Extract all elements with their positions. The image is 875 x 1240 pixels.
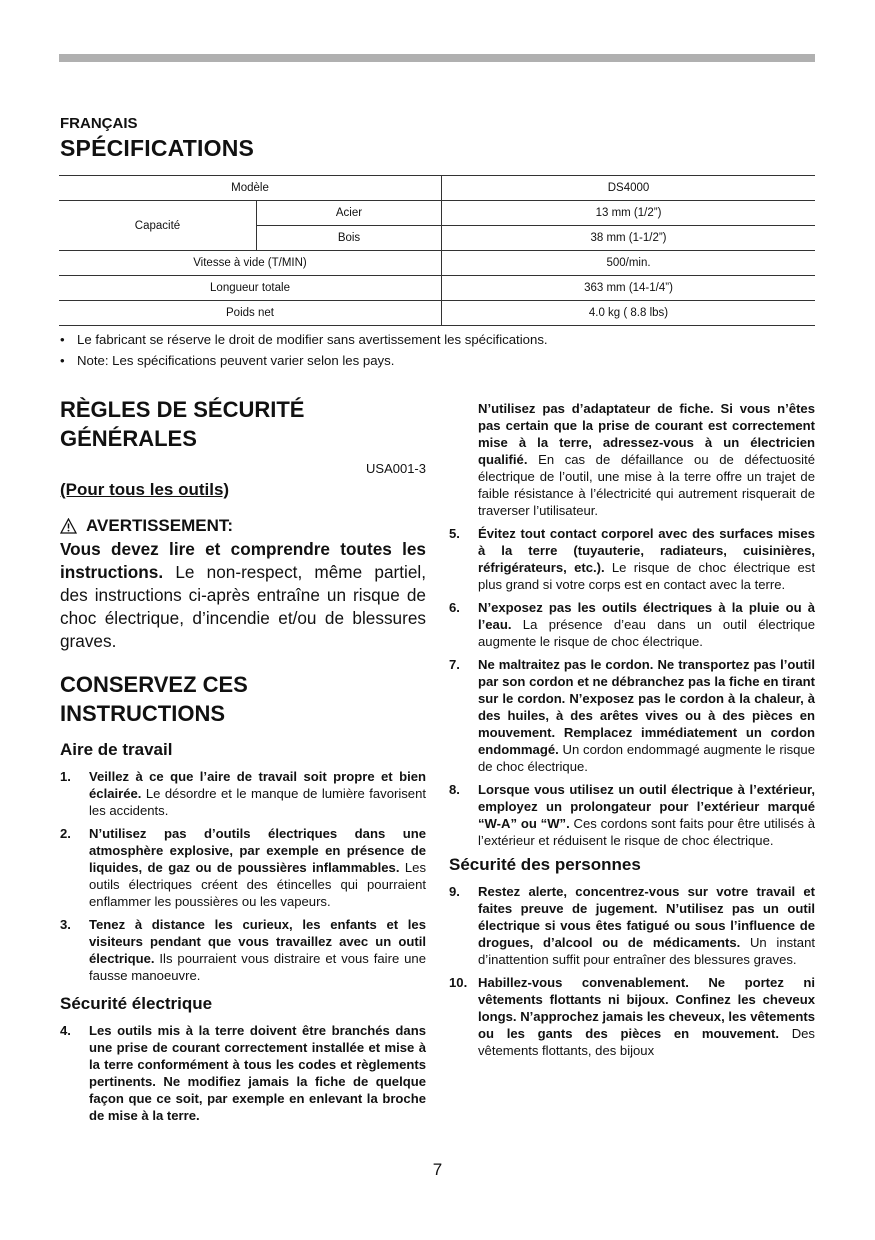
item-bold: Tenez à distance les curieux, les enfants et les visiteurs pendant que vous travaillez avec un outil électrique. <box>89 917 426 966</box>
item-number: 7. <box>449 657 460 672</box>
list-item <box>449 525 815 593</box>
speed-label: Vitesse à vide (T/MIN) <box>59 251 442 276</box>
item-text: Des vêtements flottants, des bijoux <box>478 1026 815 1058</box>
item-bold: Restez alerte, concentrez-vous sur votre travail et faites preuve de jugement. N’utilisez pas un outil électrique si vous êtes fatigué ou sous l’influence de drogues, d’alcool ou de médicaments. <box>478 884 815 950</box>
list-item <box>449 883 815 968</box>
item-bold: Ne maltraitez pas le cordon. Ne transportez pas l’outil par son cordon et ne débranchez pas la fiche en tirant sur le cordon. N’exposez pas le cordon à la chaleur, à des huiles, à des arêtes vives ou à des pièces en mouvement. Remplacez immédiatement un cordon endommagé. <box>478 657 815 757</box>
item-number: 3. <box>60 917 71 932</box>
item-bold: Évitez tout contact corporel avec des surfaces mises à la terre (tuyauterie, radiateurs, cuisinières, réfrigérateurs, etc.). <box>478 526 815 575</box>
section-electrical: Sécurité électrique <box>60 994 213 1013</box>
weight-value: 4.0 kg ( 8.8 lbs) <box>442 301 816 326</box>
steel-label: Acier <box>257 201 442 226</box>
table-row <box>59 201 815 226</box>
weight-label: Poids net <box>59 301 442 326</box>
section-personal: Sécurité des personnes <box>449 855 641 874</box>
item-text: En cas de défaillance ou de défectuosité électrique de l’outil, une mise à la terre offre un trajet de faible résistance à l’électricité qui autrement risquerait de traverser l’utilisateur. <box>478 452 815 518</box>
item-bold: N’utilisez pas d’outils électriques dans une atmosphère explosive, par exemple en présence de liquides, de gaz ou de poussières inflammables. <box>89 826 426 875</box>
item-number: 4. <box>60 1023 71 1038</box>
keep-line2: INSTRUCTIONS <box>60 701 225 726</box>
list-item <box>449 974 815 1059</box>
wood-value: 38 mm (1-1/2”) <box>442 226 816 251</box>
specifications-table <box>59 175 815 326</box>
list-item <box>60 825 426 910</box>
list-item-continuation <box>449 400 815 519</box>
list-item <box>449 599 815 650</box>
item-number: 1. <box>60 769 71 784</box>
table-row <box>59 276 815 301</box>
item-text: Ces cordons sont faits pour être utilisés à l’extérieur et réduisent le risque de choc électrique. <box>478 816 815 848</box>
item-text: Un cordon endommagé augmente le risque de choc électrique. <box>478 742 815 774</box>
length-label: Longueur totale <box>59 276 442 301</box>
rules-title-line1: RÈGLES DE SÉCURITÉ <box>60 397 305 422</box>
keep-instructions-title <box>60 670 426 728</box>
item-text: Les outils électriques créent des étincelles qui pourraient enflammer les poussières ou les vapeurs. <box>89 860 426 909</box>
keep-line1: CONSERVEZ CES <box>60 672 248 697</box>
page-number: 7 <box>432 1160 443 1179</box>
list-item <box>60 916 426 984</box>
rules-subtitle: (Pour tous les outils) <box>60 480 230 499</box>
length-value: 363 mm (14-1/4”) <box>442 276 816 301</box>
item-number: 5. <box>449 526 460 541</box>
language-label: FRANÇAIS <box>60 115 138 132</box>
list-item <box>449 781 815 849</box>
model-label: Modèle <box>59 176 442 201</box>
item-text: Ils pourraient vous distraire et vous faire une fausse manoeuvre. <box>89 951 426 983</box>
item-bold: Lorsque vous utilisez un outil électrique à l’extérieur, employez un prolongateur pour l’extérieur marqué “W-A” ou “W”. <box>478 782 815 831</box>
item-bold: Les outils mis à la terre doivent être branchés dans une prise de courant correctement installée et mise à la terre conformément à tous les codes et règlements pertinents. Ne modifiez jamais la fiche de quelque façon que ce soit, par exemple en enlevant la broche de mise à la terre. <box>89 1023 426 1123</box>
section-work-area: Aire de travail <box>60 740 173 759</box>
item-text: La présence d’eau dans un outil électrique augmente le risque de choc électrique. <box>478 617 815 649</box>
document-code: USA001-3 <box>366 461 426 476</box>
steel-value: 13 mm (1/2”) <box>442 201 816 226</box>
item-text: Le risque de choc électrique est plus grand si votre corps est en contact avec la terre. <box>478 560 815 592</box>
item-number: 6. <box>449 600 460 615</box>
table-row <box>59 301 815 326</box>
right-column <box>449 400 815 1065</box>
note-item: • Note: Les spécifications peuvent varier selon les pays. <box>60 350 548 371</box>
model-value: DS4000 <box>442 176 816 201</box>
capacity-label: Capacité <box>59 201 257 251</box>
note-item: • Le fabricant se réserve le droit de modifier sans avertissement les spécifications. <box>60 329 548 350</box>
item-bold: Habillez-vous convenablement. Ne portez ni vêtements flottants ni bijoux. Confinez les cheveux longs. N’approchez jamais les cheveux, les vêtements ou les gants des pièces en mouvement. <box>478 975 815 1041</box>
warning-heading <box>60 516 426 536</box>
specifications-title: SPÉCIFICATIONS <box>60 135 255 161</box>
speed-value: 500/min. <box>442 251 816 276</box>
table-row <box>59 176 815 201</box>
item-text: Le désordre et le manque de lumière favorisent les accidents. <box>89 786 426 818</box>
rules-title <box>60 395 426 453</box>
item-text: Un instant d’inattention suffit pour entraîner des blessures graves. <box>478 935 816 967</box>
list-item <box>449 656 815 775</box>
warning-label: AVERTISSEMENT: <box>86 516 234 535</box>
spec-notes <box>60 329 548 371</box>
item-bold: N’exposez pas les outils électriques à la pluie ou à l’eau. <box>478 600 815 632</box>
top-rule <box>59 54 815 62</box>
item-number: 10. <box>449 975 468 990</box>
warning-triangle-icon <box>60 518 77 534</box>
left-column <box>60 395 426 1130</box>
list-item <box>60 768 426 819</box>
item-bold: N’utilisez pas d’adaptateur de fiche. Si vous n’êtes pas certain que la prise de courant est correctement mise à la terre, adressez-vous à un électricien qualifié. <box>478 401 815 467</box>
warning-text <box>60 538 426 653</box>
item-number: 2. <box>60 826 71 841</box>
rules-title-line2: GÉNÉRALES <box>60 426 197 451</box>
warning-bold: Vous devez lire et comprendre toutes les instructions. <box>60 539 426 582</box>
wood-label: Bois <box>257 226 442 251</box>
warning-body: Le non-respect, même partiel, des instructions ci-après entraîne un risque de choc électrique, d’incendie et/ou de blessures graves. <box>60 562 426 651</box>
list-item <box>60 1022 426 1124</box>
item-bold: Veillez à ce que l’aire de travail soit propre et bien éclairée. <box>89 769 426 801</box>
table-row <box>59 251 815 276</box>
item-number: 9. <box>449 884 460 899</box>
item-number: 8. <box>449 782 460 797</box>
